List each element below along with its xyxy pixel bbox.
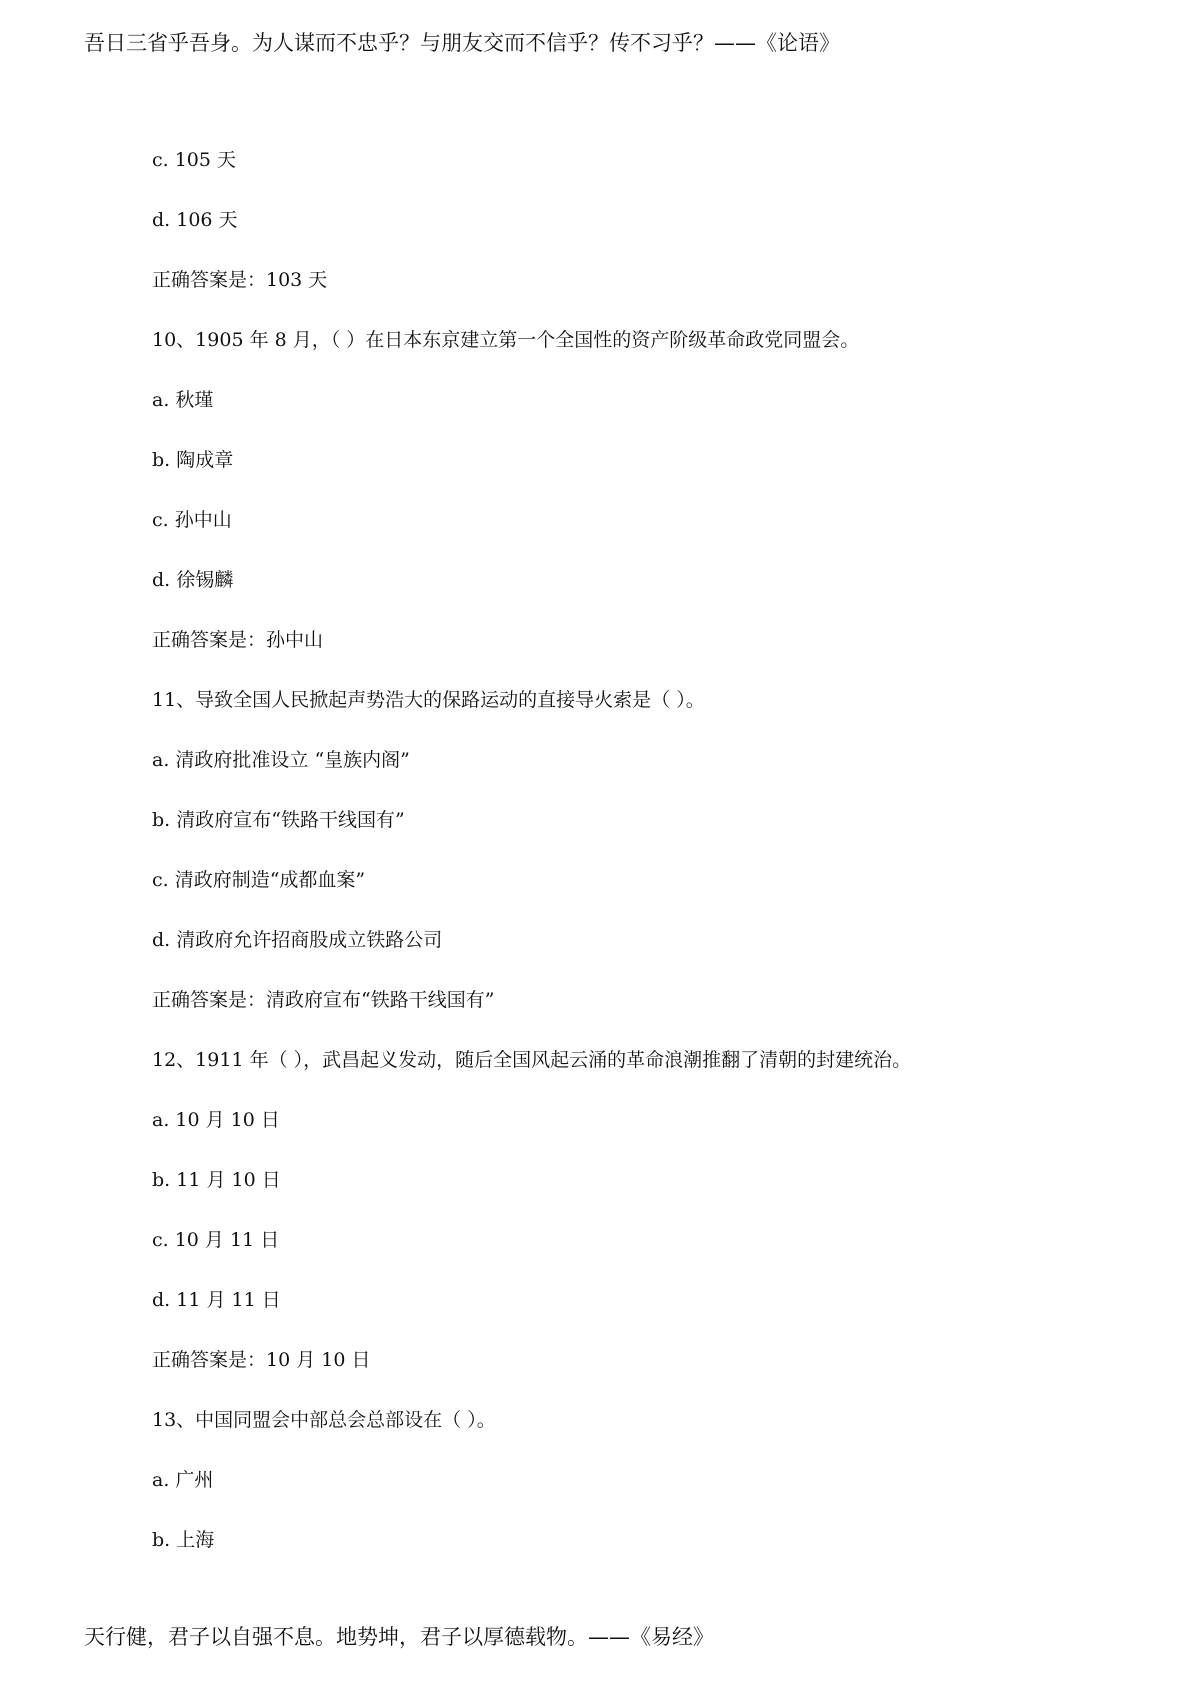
option-a-q11: a. 清政府批准设立 “皇族内阁” [152, 749, 410, 771]
option-d-q10: d. 徐锡麟 [152, 569, 234, 591]
footer-quote: 天行健，君子以自强不息。地势坤，君子以厚德载物。——《易经》 [84, 1625, 714, 1649]
option-b-q11: b. 清政府宣布“铁路干线国有” [152, 809, 405, 831]
question-12: 12、1911 年（ ），武昌起义发动，随后全国风起云涌的革命浪潮推翻了清朝的封建统治。 [152, 1049, 912, 1071]
option-c-q11: c. 清政府制造“成都血案” [152, 869, 366, 891]
question-11: 11、导致全国人民掀起声势浩大的保路运动的直接导火索是（ ）。 [152, 689, 705, 711]
option-c-q10: c. 孙中山 [152, 509, 232, 531]
option-d-q12: d. 11 月 11 日 [152, 1289, 281, 1311]
answer-q10: 正确答案是：孙中山 [152, 629, 324, 651]
option-b-q12: b. 11 月 10 日 [152, 1169, 281, 1191]
answer-q12: 正确答案是：10 月 10 日 [152, 1349, 371, 1371]
option-a-q12: a. 10 月 10 日 [152, 1109, 280, 1131]
option-d-q11: d. 清政府允许招商股成立铁路公司 [152, 929, 443, 951]
question-10: 10、1905 年 8 月，（ ）在日本东京建立第一个全国性的资产阶级革命政党同盟会。 [152, 329, 860, 351]
option-b-q13: b. 上海 [152, 1529, 215, 1551]
option-a-q13: a. 广州 [152, 1469, 214, 1491]
option-a-q10: a. 秋瑾 [152, 389, 214, 411]
question-content [152, 146, 1152, 1586]
option-d-q9: d. 106 天 [152, 209, 238, 231]
question-13: 13、中国同盟会中部总会总部设在（ ）。 [152, 1409, 496, 1431]
header-quote: 吾日三省乎吾身。为人谋而不忠乎？与朋友交而不信乎？传不习乎？——《论语》 [84, 31, 840, 55]
option-b-q10: b. 陶成章 [152, 449, 234, 471]
option-c-q12: c. 10 月 11 日 [152, 1229, 280, 1251]
option-c-q9: c. 105 天 [152, 149, 237, 171]
answer-q9: 正确答案是：103 天 [152, 269, 328, 291]
answer-q11: 正确答案是：清政府宣布“铁路干线国有” [152, 989, 495, 1011]
